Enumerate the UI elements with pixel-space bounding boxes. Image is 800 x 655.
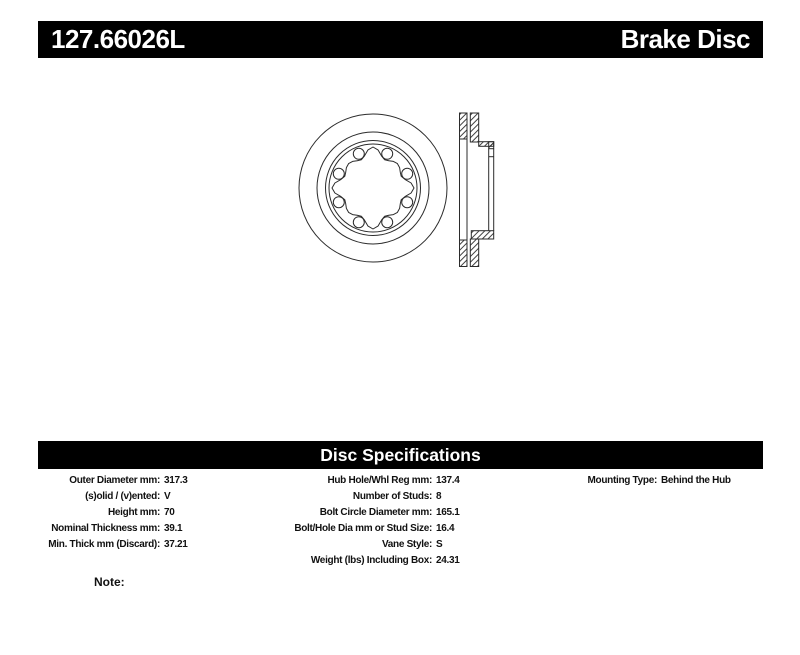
spec-value: S (436, 539, 443, 550)
spec-value: Behind the Hub (661, 475, 731, 486)
spec-column-middle (289, 473, 460, 569)
spec-row (530, 473, 731, 489)
section-title: Disc Specifications (320, 444, 481, 465)
spec-row (289, 521, 460, 537)
spec-row (40, 537, 188, 553)
brake-disc-side-section-view (460, 113, 494, 267)
spec-row (289, 489, 460, 505)
spec-column-right (530, 473, 731, 489)
spec-label: (s)olid / (v)ented: (85, 491, 160, 502)
spec-value: 24.31 (436, 555, 460, 566)
spec-label: Vane Style: (381, 539, 432, 550)
friction-plate-section (470, 113, 478, 142)
spec-value: 16.4 (436, 523, 455, 534)
brake-disc-front-view (299, 114, 447, 262)
spec-label: Bolt/Hole Dia mm or Stud Size: (294, 523, 432, 534)
friction-plate-section (470, 239, 478, 267)
hat-flange-section (471, 231, 493, 239)
spec-row (289, 473, 460, 489)
spec-label: Outer Diameter mm: (69, 475, 160, 486)
hub-outer-ring (326, 141, 421, 236)
spec-row (40, 489, 188, 505)
spec-value: 317.3 (164, 475, 188, 486)
spec-row (40, 521, 188, 537)
spec-column-left (40, 473, 188, 553)
spec-value: V (164, 491, 171, 502)
hat-corner-section (489, 142, 494, 149)
spec-label: Hub Hole/Whl Reg mm: (327, 475, 432, 486)
spec-value: 165.1 (436, 507, 460, 518)
spec-value: 39.1 (164, 523, 183, 534)
friction-plate-section (460, 240, 468, 267)
hub-inner-ring (329, 144, 417, 232)
spec-row (289, 537, 460, 553)
spec-row (289, 505, 460, 521)
spec-value: 70 (164, 507, 175, 518)
spec-row (289, 553, 460, 569)
spec-label: Weight (lbs) Including Box: (310, 555, 432, 566)
spec-label: Number of Studs: (352, 491, 432, 502)
spec-value: 37.21 (164, 539, 188, 550)
friction-plate-section (460, 113, 468, 139)
spec-label: Mounting Type: (587, 475, 657, 486)
spec-label: Height mm: (107, 507, 160, 518)
part-number: 127.66026L (51, 24, 185, 54)
section-header-bar (38, 441, 763, 469)
note-label: Note: (94, 575, 125, 589)
page-title: Brake Disc (620, 24, 750, 54)
friction-surface-inner-edge (317, 132, 429, 244)
header-bar (38, 21, 763, 58)
stud-holes (333, 148, 412, 227)
spec-row (40, 505, 188, 521)
spec-label: Bolt Circle Diameter mm: (319, 507, 432, 518)
disc-outer-edge (299, 114, 447, 262)
spec-label: Min. Thick mm (Discard): (48, 539, 160, 550)
spec-value: 8 (436, 491, 442, 502)
spec-label: Nominal Thickness mm: (51, 523, 160, 534)
center-hub-hole (332, 147, 414, 229)
spec-value: 137.4 (436, 475, 460, 486)
brake-disc-technical-drawing (280, 90, 520, 290)
spec-row (40, 473, 188, 489)
